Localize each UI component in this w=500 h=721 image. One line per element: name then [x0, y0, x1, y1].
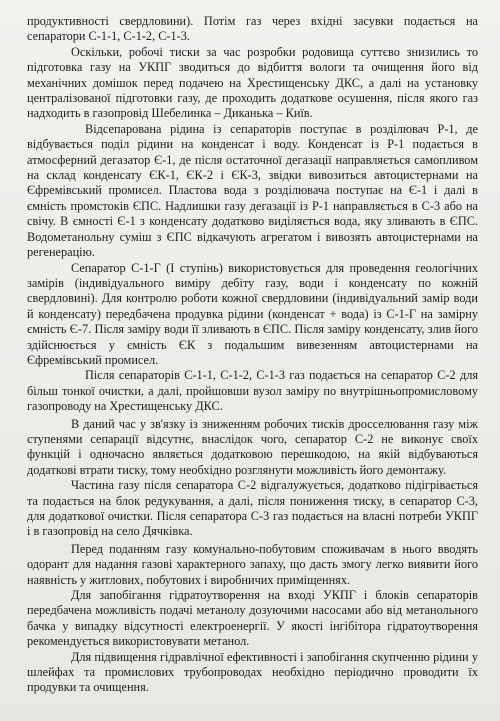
- paragraph-after-separators: Після сепараторів С-1-1, С-1-2, С-1-3 газ подається на сепаратор С-2 для більш тонкої очистки, а далі, пройшовши вузол заміру по внутрішньопромисловому газопроводу на Хрестищенську ДКС.: [27, 368, 478, 414]
- paragraph-continuation: продуктивності свердловини). Потім газ через вхідні засувки подається на сепаратори С-1-1, С-1-2, С-1-3.: [27, 14, 478, 44]
- paragraph-separator-c1g: Сепаратор С-1-Г (І ступінь) використовується для проведення геологічних замірів (індивідуального виміру дебіту газу, води і конденсату по кожній свердловині). Для контролю роботи кожної свердловини (індивідуальний замір води й конденсату) передбачена продувка рідини (конденсат + вода) із С-1-Г на замірну ємність Є-7. Після заміру води її зливають в ЄПС. Після заміру конденсату, злив його здійснюється у ємність ЄК з подальшим вивезенням автоцистернами на Єфремівський промисел.: [27, 260, 478, 367]
- paragraph-hydraulic-efficiency: Для підвищення гідравлічної ефективності і запобігання скупченню рідини у шлейфах та промислових трубопроводах необхідно періодично проводити їх продувки та очищення.: [27, 649, 478, 695]
- paragraph-odorant: Перед поданням газу комунально-побутовим споживачам в нього вводять одорант для надання газові характерного запаху, що дасть змогу легко виявити його наявність у житлових, побутових і виробничих приміщеннях.: [27, 541, 478, 587]
- paragraph-pressure-reduction: В даний час у зв'язку із зниженням робочих тисків дросселювання газу між ступенями сепарації відсутнє, внаслідок чого, сепаратор С-2 не виконує своїх функцій і одночасно являється додатковою перешкодою, на якій відбуваються додаткові втрати тиску, тому необхідно розглянути можливість його демонтажу.: [27, 416, 478, 477]
- paragraph-gas-preparation: Оскільки, робочі тиски за час розробки родовища суттєво знизились то підготовка газу на УКПГ зводиться до відбиття вологи та очищення його від механічних домішок перед подачею на Хрестищенську ДКС, а далі на установку централізованої підготовки газу, де проходить додаткове осушення, після якого газ надходить в газопровід Шебелинка – Диканька – Київ.: [27, 44, 478, 121]
- paragraph-hydrate-prevention: Для запобігання гідратоутворення на вході УКПГ і блоків сепараторів передбачена можливість подачі метанолу дозуючими насосами або від метанольного бачка у випадку відсутності електроенергії. У якості інгібітора гідратоутворення рекомендується використовувати метанол.: [27, 588, 478, 649]
- paragraph-gas-branch: Частина газу після сепаратора С-2 відгалужується, додатково підігрівається та подається на блок редукування, а далі, після пониження тиску, в сепаратор С-3, для додаткової очистки. Після сепаратора С-3 газ подається на власні потреби УКПГ і в газопровід на село Дячківка.: [27, 478, 478, 539]
- paragraph-separated-liquid: Відсепарована рідина із сепараторів поступає в розділювач Р-1, де відбувається поділ рідини на конденсат і воду. Конденсат із Р-1 подається в атмосферний дегазатор Є-1, де після остаточної дегазації направляється самопливом на склад конденсату ЄК-1, ЄК-2 і ЄК-3, звідки вивозиться автоцистернами на Єфремівський промисел. Пластова вода з розділювача поступає на Є-1 і далі в ємність промстоків ЄПС. Надлишки газу дегазації із Р-1 направляється в С-3 або на свічу. В ємності Є-1 з конденсату додатково виділяється вода, яку зливають в ЄПС. Водометанольну суміш з ЄПС відкачують агрегатом і вивозять автоцистернами на регенерацію.: [27, 121, 478, 260]
